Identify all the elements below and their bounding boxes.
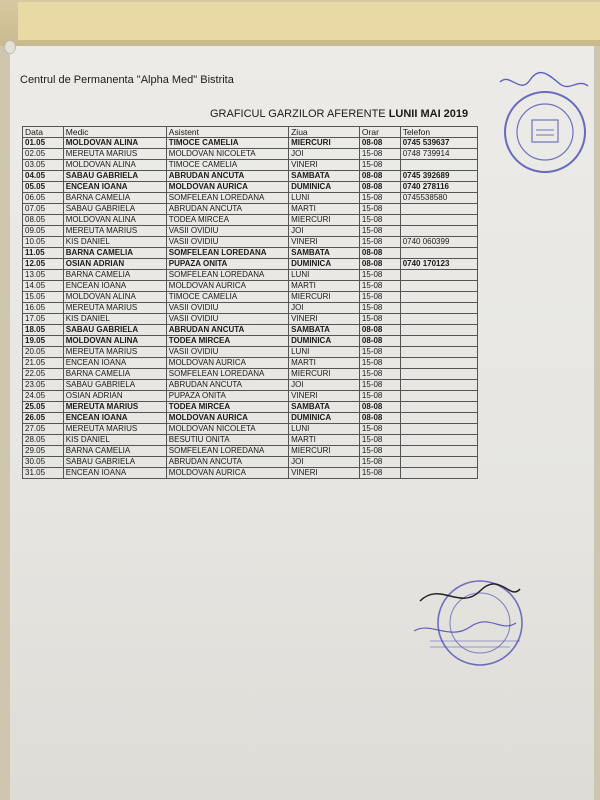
- table-row: [23, 457, 478, 468]
- cell-ziua: JOI: [289, 380, 360, 391]
- cell-asistent: PUPAZA ONITA: [166, 391, 288, 402]
- cell-medic: MOLDOVAN ALINA: [63, 336, 166, 347]
- cell-orar: 08-08: [359, 325, 400, 336]
- cell-telefon: [400, 215, 477, 226]
- cell-orar: 15-08: [359, 358, 400, 369]
- cell-ziua: SAMBATA: [289, 402, 360, 413]
- cell-medic: OSIAN ADRIAN: [63, 259, 166, 270]
- cell-ziua: SAMBATA: [289, 325, 360, 336]
- cell-asistent: ABRUDAN ANCUTA: [166, 325, 288, 336]
- cell-orar: 15-08: [359, 226, 400, 237]
- cell-telefon: [400, 281, 477, 292]
- table-row: [23, 171, 478, 182]
- cell-date: 05.05: [23, 182, 64, 193]
- cell-medic: MEREUTA MARIUS: [63, 424, 166, 435]
- cell-ziua: VINERI: [289, 237, 360, 248]
- cell-ziua: LUNI: [289, 270, 360, 281]
- cell-asistent: TODEA MIRCEA: [166, 402, 288, 413]
- cell-medic: MEREUTA MARIUS: [63, 347, 166, 358]
- cell-telefon: 0740 170123: [400, 259, 477, 270]
- cell-asistent: PUPAZA ONITA: [166, 259, 288, 270]
- table-row: [23, 270, 478, 281]
- cell-asistent: VASII OVIDIU: [166, 347, 288, 358]
- cell-telefon: [400, 160, 477, 171]
- cell-asistent: SOMFELEAN LOREDANA: [166, 446, 288, 457]
- cell-asistent: MOLDOVAN AURICA: [166, 358, 288, 369]
- cell-asistent: TIMOCE CAMELIA: [166, 292, 288, 303]
- cell-ziua: DUMINICA: [289, 259, 360, 270]
- cell-ziua: MARTI: [289, 358, 360, 369]
- cell-date: 28.05: [23, 435, 64, 446]
- cell-medic: BARNA CAMELIA: [63, 193, 166, 204]
- cell-date: 09.05: [23, 226, 64, 237]
- cell-medic: KIS DANIEL: [63, 237, 166, 248]
- cell-asistent: SOMFELEAN LOREDANA: [166, 248, 288, 259]
- cell-ziua: MIERCURI: [289, 292, 360, 303]
- cell-ziua: MIERCURI: [289, 369, 360, 380]
- cell-medic: MOLDOVAN ALINA: [63, 292, 166, 303]
- table-row: [23, 248, 478, 259]
- cell-asistent: SOMFELEAN LOREDANA: [166, 193, 288, 204]
- table-row: [23, 149, 478, 160]
- cell-asistent: MOLDOVAN AURICA: [166, 281, 288, 292]
- cell-ziua: JOI: [289, 226, 360, 237]
- cell-telefon: [400, 248, 477, 259]
- cell-ziua: DUMINICA: [289, 413, 360, 424]
- cell-medic: SABAU GABRIELA: [63, 204, 166, 215]
- cell-ziua: JOI: [289, 303, 360, 314]
- table-row: [23, 468, 478, 479]
- header-ziua: Ziua: [289, 127, 360, 138]
- cell-telefon: [400, 369, 477, 380]
- cell-orar: 15-08: [359, 281, 400, 292]
- table-row: [23, 369, 478, 380]
- cell-ziua: DUMINICA: [289, 336, 360, 347]
- header-asistent: Asistent: [166, 127, 288, 138]
- cell-orar: 08-08: [359, 138, 400, 149]
- cell-orar: 15-08: [359, 303, 400, 314]
- cell-ziua: JOI: [289, 149, 360, 160]
- table-row: [23, 435, 478, 446]
- table-row: [23, 160, 478, 171]
- cell-medic: BARNA CAMELIA: [63, 248, 166, 259]
- cell-ziua: MIERCURI: [289, 446, 360, 457]
- official-stamp-top: [490, 70, 590, 180]
- cell-date: 04.05: [23, 171, 64, 182]
- cell-telefon: [400, 226, 477, 237]
- cell-orar: 15-08: [359, 292, 400, 303]
- cell-asistent: MOLDOVAN NICOLETA: [166, 149, 288, 160]
- cell-date: 18.05: [23, 325, 64, 336]
- header-medic: Medic: [63, 127, 166, 138]
- cell-asistent: TODEA MIRCEA: [166, 215, 288, 226]
- cell-ziua: MARTI: [289, 204, 360, 215]
- cell-asistent: MOLDOVAN NICOLETA: [166, 424, 288, 435]
- cell-asistent: VASII OVIDIU: [166, 303, 288, 314]
- signature-stamp: [400, 571, 530, 681]
- cell-ziua: VINERI: [289, 160, 360, 171]
- cell-medic: ENCEAN IOANA: [63, 182, 166, 193]
- cell-medic: KIS DANIEL: [63, 435, 166, 446]
- cell-date: 07.05: [23, 204, 64, 215]
- cell-ziua: VINERI: [289, 391, 360, 402]
- cell-date: 21.05: [23, 358, 64, 369]
- cell-orar: 15-08: [359, 457, 400, 468]
- cell-medic: MEREUTA MARIUS: [63, 149, 166, 160]
- cell-asistent: ABRUDAN ANCUTA: [166, 457, 288, 468]
- cell-ziua: SAMBATA: [289, 248, 360, 259]
- table-row: [23, 347, 478, 358]
- table-row: [23, 204, 478, 215]
- cell-orar: 08-08: [359, 182, 400, 193]
- cell-medic: SABAU GABRIELA: [63, 171, 166, 182]
- cell-medic: BARNA CAMELIA: [63, 446, 166, 457]
- header-data: Data: [23, 127, 64, 138]
- cell-medic: SABAU GABRIELA: [63, 457, 166, 468]
- cell-medic: ENCEAN IOANA: [63, 468, 166, 479]
- cell-date: 29.05: [23, 446, 64, 457]
- table-row: [23, 138, 478, 149]
- cell-orar: 15-08: [359, 237, 400, 248]
- cell-medic: ENCEAN IOANA: [63, 413, 166, 424]
- cell-date: 14.05: [23, 281, 64, 292]
- cell-date: 25.05: [23, 402, 64, 413]
- cell-medic: ENCEAN IOANA: [63, 281, 166, 292]
- table-header-row: [23, 127, 478, 138]
- cell-date: 11.05: [23, 248, 64, 259]
- cell-date: 01.05: [23, 138, 64, 149]
- title-month: LUNII MAI 2019: [388, 108, 469, 120]
- cell-orar: 15-08: [359, 215, 400, 226]
- cell-medic: SABAU GABRIELA: [63, 325, 166, 336]
- cell-asistent: TIMOCE CAMELIA: [166, 160, 288, 171]
- cell-telefon: [400, 446, 477, 457]
- cell-medic: BARNA CAMELIA: [63, 270, 166, 281]
- cell-date: 10.05: [23, 237, 64, 248]
- cell-ziua: LUNI: [289, 424, 360, 435]
- cell-date: 06.05: [23, 193, 64, 204]
- cell-medic: MEREUTA MARIUS: [63, 402, 166, 413]
- cell-orar: 15-08: [359, 347, 400, 358]
- cell-ziua: VINERI: [289, 314, 360, 325]
- table-row: [23, 303, 478, 314]
- cell-date: 31.05: [23, 468, 64, 479]
- cell-telefon: [400, 402, 477, 413]
- table-row: [23, 446, 478, 457]
- cell-orar: 08-08: [359, 171, 400, 182]
- table-row: [23, 402, 478, 413]
- cell-date: 02.05: [23, 149, 64, 160]
- table-row: [23, 336, 478, 347]
- cell-ziua: LUNI: [289, 193, 360, 204]
- cell-orar: 08-08: [359, 402, 400, 413]
- cell-asistent: VASII OVIDIU: [166, 226, 288, 237]
- cell-ziua: MARTI: [289, 281, 360, 292]
- cell-orar: 15-08: [359, 468, 400, 479]
- cell-orar: 15-08: [359, 314, 400, 325]
- table-row: [23, 292, 478, 303]
- table-row: [23, 358, 478, 369]
- cell-orar: 08-08: [359, 259, 400, 270]
- header-telefon: Telefon: [400, 127, 477, 138]
- cell-telefon: 0745538580: [400, 193, 477, 204]
- cell-orar: 15-08: [359, 204, 400, 215]
- cell-telefon: [400, 347, 477, 358]
- cell-orar: 15-08: [359, 435, 400, 446]
- cell-orar: 15-08: [359, 160, 400, 171]
- cell-telefon: [400, 413, 477, 424]
- cell-telefon: [400, 457, 477, 468]
- cell-asistent: VASII OVIDIU: [166, 237, 288, 248]
- cell-orar: 15-08: [359, 424, 400, 435]
- cell-ziua: LUNI: [289, 347, 360, 358]
- cell-asistent: TODEA MIRCEA: [166, 336, 288, 347]
- cell-telefon: [400, 391, 477, 402]
- cell-medic: MEREUTA MARIUS: [63, 303, 166, 314]
- table-row: [23, 215, 478, 226]
- cell-date: 27.05: [23, 424, 64, 435]
- cell-telefon: [400, 204, 477, 215]
- cell-medic: MEREUTA MARIUS: [63, 226, 166, 237]
- cell-medic: BARNA CAMELIA: [63, 369, 166, 380]
- cell-asistent: BESUTIU ONITA: [166, 435, 288, 446]
- cell-date: 16.05: [23, 303, 64, 314]
- cell-medic: OSIAN ADRIAN: [63, 391, 166, 402]
- table-row: [23, 226, 478, 237]
- cell-date: 24.05: [23, 391, 64, 402]
- title-prefix: GRAFICUL GARZILOR AFERENTE: [210, 108, 389, 120]
- table-row: [23, 413, 478, 424]
- cell-asistent: ABRUDAN ANCUTA: [166, 380, 288, 391]
- cell-orar: 15-08: [359, 446, 400, 457]
- header-orar: Orar: [359, 127, 400, 138]
- cell-medic: KIS DANIEL: [63, 314, 166, 325]
- table-row: [23, 380, 478, 391]
- cell-date: 19.05: [23, 336, 64, 347]
- table-row: [23, 281, 478, 292]
- cell-telefon: [400, 380, 477, 391]
- cell-telefon: [400, 336, 477, 347]
- tape-strip: [18, 2, 600, 41]
- cell-orar: 15-08: [359, 270, 400, 281]
- schedule-table: [22, 126, 478, 479]
- cell-asistent: MOLDOVAN AURICA: [166, 182, 288, 193]
- cell-telefon: 0748 739914: [400, 149, 477, 160]
- cell-ziua: MARTI: [289, 435, 360, 446]
- cell-ziua: SAMBATA: [289, 171, 360, 182]
- cell-medic: MOLDOVAN ALINA: [63, 215, 166, 226]
- cell-date: 08.05: [23, 215, 64, 226]
- schedule-title: [210, 108, 468, 120]
- cell-asistent: MOLDOVAN AURICA: [166, 413, 288, 424]
- cell-orar: 15-08: [359, 391, 400, 402]
- cell-medic: MOLDOVAN ALINA: [63, 138, 166, 149]
- cell-ziua: JOI: [289, 457, 360, 468]
- cell-medic: SABAU GABRIELA: [63, 380, 166, 391]
- table-row: [23, 391, 478, 402]
- cell-telefon: [400, 424, 477, 435]
- cell-date: 20.05: [23, 347, 64, 358]
- cell-telefon: 0745 392689: [400, 171, 477, 182]
- cell-date: 15.05: [23, 292, 64, 303]
- cell-telefon: 0740 060399: [400, 237, 477, 248]
- cell-telefon: [400, 270, 477, 281]
- cell-date: 12.05: [23, 259, 64, 270]
- cell-ziua: VINERI: [289, 468, 360, 479]
- cell-orar: 08-08: [359, 413, 400, 424]
- table-row: [23, 237, 478, 248]
- table-row: [23, 314, 478, 325]
- cell-date: 22.05: [23, 369, 64, 380]
- cell-telefon: [400, 292, 477, 303]
- cell-asistent: SOMFELEAN LOREDANA: [166, 270, 288, 281]
- table-row: [23, 182, 478, 193]
- cell-asistent: MOLDOVAN AURICA: [166, 468, 288, 479]
- cell-orar: 15-08: [359, 369, 400, 380]
- cell-ziua: MIERCURI: [289, 215, 360, 226]
- table-row: [23, 259, 478, 270]
- cell-orar: 15-08: [359, 149, 400, 160]
- cell-orar: 08-08: [359, 248, 400, 259]
- cell-date: 23.05: [23, 380, 64, 391]
- cell-ziua: DUMINICA: [289, 182, 360, 193]
- cell-telefon: [400, 468, 477, 479]
- document-page: [10, 46, 594, 800]
- cell-orar: 15-08: [359, 193, 400, 204]
- table-row: [23, 193, 478, 204]
- cell-asistent: SOMFELEAN LOREDANA: [166, 369, 288, 380]
- cell-date: 17.05: [23, 314, 64, 325]
- cell-asistent: ABRUDAN ANCUTA: [166, 204, 288, 215]
- cell-asistent: TIMOCE CAMELIA: [166, 138, 288, 149]
- cell-medic: ENCEAN IOANA: [63, 358, 166, 369]
- cell-asistent: ABRUDAN ANCUTA: [166, 171, 288, 182]
- table-row: [23, 424, 478, 435]
- table-row: [23, 325, 478, 336]
- center-name: Centrul de Permanenta "Alpha Med" Bistrita: [20, 74, 234, 86]
- pushpin-icon: [4, 40, 16, 54]
- cell-telefon: [400, 325, 477, 336]
- cell-orar: 15-08: [359, 380, 400, 391]
- cell-asistent: VASII OVIDIU: [166, 314, 288, 325]
- cell-telefon: [400, 358, 477, 369]
- cell-date: 26.05: [23, 413, 64, 424]
- cell-medic: MOLDOVAN ALINA: [63, 160, 166, 171]
- cell-date: 30.05: [23, 457, 64, 468]
- cell-telefon: [400, 314, 477, 325]
- cell-telefon: 0745 539637: [400, 138, 477, 149]
- cell-telefon: 0740 278116: [400, 182, 477, 193]
- cell-orar: 08-08: [359, 336, 400, 347]
- cell-telefon: [400, 435, 477, 446]
- cell-date: 13.05: [23, 270, 64, 281]
- cell-telefon: [400, 303, 477, 314]
- cell-date: 03.05: [23, 160, 64, 171]
- cell-ziua: MIERCURI: [289, 138, 360, 149]
